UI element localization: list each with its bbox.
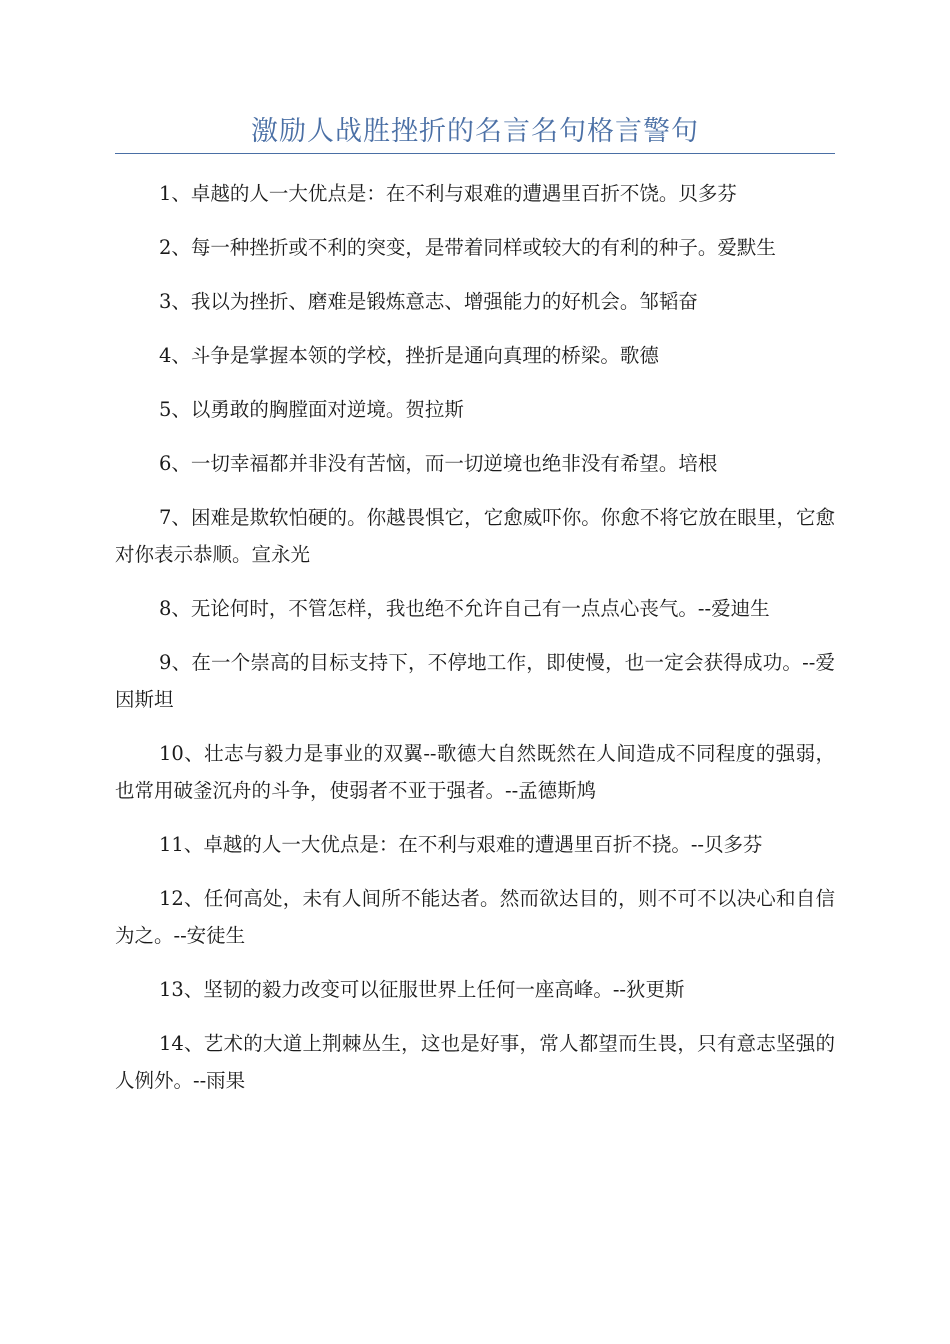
quote-item: 8、无论何时，不管怎样，我也绝不允许自己有一点点心丧气。--爱迪生 xyxy=(159,597,770,620)
document-title: 激励人战胜挫折的名言名句格言警句 xyxy=(251,116,699,147)
quote-item: 13、坚韧的毅力改变可以征服世界上任何一座高峰。--狄更斯 xyxy=(159,978,685,1001)
quote-item: 10、壮志与毅力是事业的双翼--歌德大自然既然在人间造成不同程度的强弱，也常用破釜沉舟的斗争，使弱者不亚于强者。--孟德斯鸠 xyxy=(115,742,835,802)
quote-item: 14、艺术的大道上荆棘丛生，这也是好事，常人都望而生畏，只有意志坚强的人例外。--雨果 xyxy=(115,1032,835,1092)
quote-item: 7、困难是欺软怕硬的。你越畏惧它，它愈威吓你。你愈不将它放在眼里，它愈对你表示恭顺。宣永光 xyxy=(115,506,835,566)
quote-item: 12、任何高处，未有人间所不能达者。然而欲达目的，则不可不以决心和自信为之。--安徒生 xyxy=(115,887,835,947)
quote-item: 6、一切幸福都并非没有苦恼，而一切逆境也绝非没有希望。培根 xyxy=(159,452,718,475)
quote-list xyxy=(115,175,835,1116)
quote-item: 2、每一种挫折或不利的突变，是带着同样或较大的有利的种子。爱默生 xyxy=(159,236,776,259)
quote-item: 11、卓越的人一大优点是：在不利与艰难的遭遇里百折不挠。--贝多芬 xyxy=(159,833,763,856)
quote-item: 4、斗争是掌握本领的学校，挫折是通向真理的桥梁。歌德 xyxy=(159,344,659,367)
quote-item: 3、我以为挫折、磨难是锻炼意志、增强能力的好机会。邹韬奋 xyxy=(159,290,698,313)
title-underline xyxy=(115,153,835,154)
quote-item: 9、在一个崇高的目标支持下，不停地工作，即使慢，也一定会获得成功。--爱因斯坦 xyxy=(115,651,835,711)
quote-item: 1、卓越的人一大优点是：在不利与艰难的遭遇里百折不饶。贝多芬 xyxy=(159,182,737,205)
quote-item: 5、以勇敢的胸膛面对逆境。贺拉斯 xyxy=(159,398,464,421)
